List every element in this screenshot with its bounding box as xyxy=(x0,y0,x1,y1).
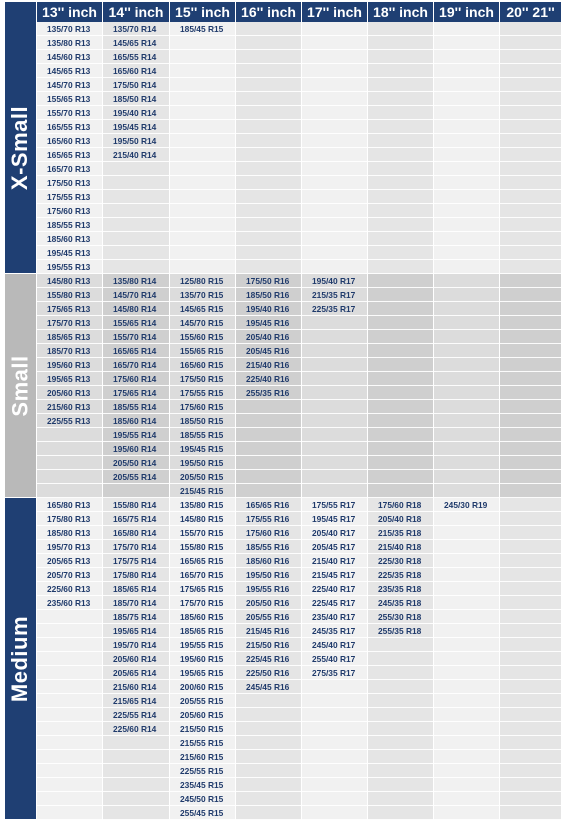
tire-size-cell: 135/80 R13 xyxy=(47,38,91,48)
tire-size-cell: 175/60 R14 xyxy=(113,374,157,384)
row-separator xyxy=(37,777,562,778)
tire-size-cell: 175/80 R14 xyxy=(113,570,157,580)
tire-size-cell: 195/40 R17 xyxy=(312,276,356,286)
tire-size-cell: 185/60 R13 xyxy=(47,234,91,244)
tire-size-cell: 175/65 R15 xyxy=(180,584,224,594)
tire-size-cell: 225/55 R13 xyxy=(47,416,91,426)
row-separator xyxy=(37,189,562,190)
tire-size-cell: 205/55 R14 xyxy=(113,472,157,482)
section-label-bar xyxy=(5,498,36,819)
tire-size-cell: 195/65 R13 xyxy=(47,374,91,384)
tire-size-cell: 195/45 R16 xyxy=(246,318,290,328)
tire-size-cell: 175/55 R15 xyxy=(180,388,224,398)
tire-size-cell: 205/70 R13 xyxy=(47,570,91,580)
row-separator xyxy=(37,819,562,820)
tire-size-cell: 195/50 R16 xyxy=(246,570,290,580)
tire-size-cell: 165/70 R13 xyxy=(47,164,91,174)
tire-size-cell: 175/50 R14 xyxy=(113,80,157,90)
tire-size-cell: 215/35 R18 xyxy=(378,528,422,538)
column-header-row xyxy=(0,0,562,22)
tire-size-cell: 215/40 R18 xyxy=(378,542,422,552)
tire-size-cell: 205/45 R16 xyxy=(246,346,290,356)
tire-size-cell: 195/50 R14 xyxy=(113,136,157,146)
tire-size-cell: 195/55 R14 xyxy=(113,430,157,440)
row-separator xyxy=(37,805,562,806)
tire-size-cell: 145/65 R13 xyxy=(47,66,91,76)
tire-size-cell: 255/45 R15 xyxy=(180,808,224,818)
tire-size-cell: 155/65 R15 xyxy=(180,346,224,356)
tire-size-cell: 175/60 R13 xyxy=(47,206,91,216)
tire-size-cell: 215/40 R14 xyxy=(113,150,157,160)
column-background xyxy=(368,22,434,274)
tire-size-cell: 165/65 R14 xyxy=(113,346,157,356)
tire-size-cell: 185/45 R15 xyxy=(180,24,224,34)
tire-size-cell: 185/50 R14 xyxy=(113,94,157,104)
row-separator xyxy=(37,749,562,750)
tire-size-cell: 185/70 R14 xyxy=(113,598,157,608)
row-separator xyxy=(37,259,562,260)
tire-size-cell: 145/60 R13 xyxy=(47,52,91,62)
tire-size-cell: 185/70 R13 xyxy=(47,346,91,356)
tire-size-cell: 175/55 R17 xyxy=(312,500,356,510)
tire-size-cell: 215/55 R15 xyxy=(180,738,224,748)
tire-size-cell: 195/55 R15 xyxy=(180,640,224,650)
row-separator xyxy=(37,245,562,246)
column-background xyxy=(434,498,500,820)
tire-size-cell: 155/70 R13 xyxy=(47,108,91,118)
tire-size-cell: 195/40 R14 xyxy=(113,108,157,118)
tire-size-cell: 205/60 R13 xyxy=(47,388,91,398)
tire-size-cell: 205/40 R16 xyxy=(246,332,290,342)
tire-size-cell: 155/80 R14 xyxy=(113,500,157,510)
tire-size-cell: 205/50 R15 xyxy=(180,472,224,482)
tire-size-cell: 225/30 R18 xyxy=(378,556,422,566)
tire-size-cell: 145/70 R15 xyxy=(180,318,224,328)
tire-size-cell: 175/75 R14 xyxy=(113,556,157,566)
tire-size-cell: 175/70 R14 xyxy=(113,542,157,552)
column-header: 19'' inch xyxy=(434,2,499,22)
tire-size-cell: 185/65 R14 xyxy=(113,584,157,594)
tire-size-cell: 175/80 R13 xyxy=(47,514,91,524)
tire-size-cell: 175/50 R15 xyxy=(180,374,224,384)
tire-size-cell: 165/55 R13 xyxy=(47,122,91,132)
tire-size-cell: 145/80 R13 xyxy=(47,276,91,286)
section-body xyxy=(37,498,562,820)
tire-size-cell: 245/40 R17 xyxy=(312,640,356,650)
tire-size-cell: 195/70 R13 xyxy=(47,542,91,552)
tire-size-cell: 215/40 R16 xyxy=(246,360,290,370)
tire-size-cell: 225/35 R18 xyxy=(378,570,422,580)
tire-size-cell: 185/60 R14 xyxy=(113,416,157,426)
tire-size-cell: 165/65 R16 xyxy=(246,500,290,510)
tire-size-cell: 185/60 R16 xyxy=(246,556,290,566)
section-label: X-Small xyxy=(7,105,33,190)
tire-size-cell: 255/35 R16 xyxy=(246,388,290,398)
column-header: 14'' inch xyxy=(103,2,169,22)
tire-size-cell: 155/70 R15 xyxy=(180,528,224,538)
tire-size-cell: 165/80 R14 xyxy=(113,528,157,538)
tire-size-cell: 225/50 R16 xyxy=(246,668,290,678)
section-label-bar xyxy=(5,274,36,497)
column-background xyxy=(434,22,500,274)
tire-size-cell: 205/60 R14 xyxy=(113,654,157,664)
tire-size-cell: 175/60 R15 xyxy=(180,402,224,412)
tire-size-cell: 245/50 R15 xyxy=(180,794,224,804)
column-header: 15'' inch xyxy=(170,2,235,22)
tire-size-cell: 145/70 R14 xyxy=(113,290,157,300)
column-background xyxy=(500,274,562,498)
tire-size-cell: 215/50 R16 xyxy=(246,640,290,650)
tire-size-cell: 155/65 R13 xyxy=(47,94,91,104)
tire-size-cell: 195/45 R17 xyxy=(312,514,356,524)
row-separator xyxy=(37,231,562,232)
tire-size-cell: 215/45 R16 xyxy=(246,626,290,636)
tire-size-cell: 215/65 R14 xyxy=(113,696,157,706)
column-header: 17'' inch xyxy=(302,2,367,22)
tire-size-cell: 165/70 R14 xyxy=(113,360,157,370)
tire-size-cell: 205/40 R17 xyxy=(312,528,356,538)
tire-size-cell: 145/80 R14 xyxy=(113,304,157,314)
tire-size-cell: 175/65 R13 xyxy=(47,304,91,314)
tire-size-cell: 185/50 R15 xyxy=(180,416,224,426)
tire-size-cell: 215/45 R15 xyxy=(180,486,224,496)
tire-size-cell: 195/60 R15 xyxy=(180,654,224,664)
tire-size-cell: 185/60 R15 xyxy=(180,612,224,622)
tire-size-cell: 215/35 R17 xyxy=(312,290,356,300)
tire-size-cell: 145/65 R15 xyxy=(180,304,224,314)
column-header: 18'' inch xyxy=(368,2,433,22)
section-label-bar xyxy=(5,22,36,273)
column-background xyxy=(236,22,302,274)
tire-size-cell: 135/80 R15 xyxy=(180,500,224,510)
tire-size-cell: 135/70 R15 xyxy=(180,290,224,300)
tire-size-cell: 185/50 R16 xyxy=(246,290,290,300)
tire-size-cell: 165/80 R13 xyxy=(47,500,91,510)
tire-size-cell: 145/65 R14 xyxy=(113,38,157,48)
section-label: Medium xyxy=(7,615,33,702)
tire-size-cell: 205/45 R17 xyxy=(312,542,356,552)
tire-size-cell: 135/70 R14 xyxy=(113,24,157,34)
column-background xyxy=(434,274,500,498)
tire-size-cell: 155/65 R14 xyxy=(113,318,157,328)
tire-size-cell: 215/60 R15 xyxy=(180,752,224,762)
tire-size-cell: 175/55 R16 xyxy=(246,514,290,524)
row-separator xyxy=(37,175,562,176)
tire-size-cell: 155/80 R15 xyxy=(180,542,224,552)
tire-size-cell: 165/60 R15 xyxy=(180,360,224,370)
tire-size-cell: 195/65 R15 xyxy=(180,668,224,678)
tire-size-cell: 195/60 R14 xyxy=(113,444,157,454)
section-label: Small xyxy=(7,354,33,417)
row-separator xyxy=(37,217,562,218)
tire-size-cell: 205/40 R18 xyxy=(378,514,422,524)
tire-size-cell: 205/65 R14 xyxy=(113,668,157,678)
tire-size-cell: 225/35 R17 xyxy=(312,304,356,314)
tire-size-cell: 235/40 R17 xyxy=(312,612,356,622)
tire-size-cell: 145/70 R13 xyxy=(47,80,91,90)
tire-size-cell: 235/60 R13 xyxy=(47,598,91,608)
tire-size-cell: 175/70 R15 xyxy=(180,598,224,608)
tire-size-cell: 155/60 R15 xyxy=(180,332,224,342)
tire-size-cell: 205/55 R16 xyxy=(246,612,290,622)
tire-size-cell: 165/55 R14 xyxy=(113,52,157,62)
tire-size-cell: 165/70 R15 xyxy=(180,570,224,580)
tire-size-cell: 185/65 R15 xyxy=(180,626,224,636)
column-background xyxy=(500,498,562,820)
tire-size-cell: 245/35 R17 xyxy=(312,626,356,636)
tire-size-cell: 195/55 R13 xyxy=(47,262,91,272)
tire-size-cell: 255/30 R18 xyxy=(378,612,422,622)
tire-size-cell: 175/50 R16 xyxy=(246,276,290,286)
row-separator xyxy=(37,203,562,204)
tire-size-cell: 215/45 R17 xyxy=(312,570,356,580)
tire-size-cell: 255/40 R17 xyxy=(312,654,356,664)
tire-size-cell: 175/60 R18 xyxy=(378,500,422,510)
tire-size-cell: 195/45 R14 xyxy=(113,122,157,132)
tire-size-cell: 225/40 R16 xyxy=(246,374,290,384)
tire-size-cell: 135/80 R14 xyxy=(113,276,157,286)
tire-size-cell: 205/55 R15 xyxy=(180,696,224,706)
tire-size-cell: 195/50 R15 xyxy=(180,458,224,468)
tire-size-cell: 185/65 R13 xyxy=(47,332,91,342)
tire-size-cell: 185/75 R14 xyxy=(113,612,157,622)
tire-size-cell: 215/60 R13 xyxy=(47,402,91,412)
row-separator xyxy=(37,763,562,764)
tire-size-cell: 235/45 R15 xyxy=(180,780,224,790)
tire-size-cell: 175/70 R13 xyxy=(47,318,91,328)
column-background xyxy=(500,22,562,274)
tire-size-cell: 195/40 R16 xyxy=(246,304,290,314)
section-body xyxy=(37,274,562,498)
tire-size-cell: 185/55 R13 xyxy=(47,220,91,230)
column-background xyxy=(170,22,236,274)
tire-size-cell: 255/35 R18 xyxy=(378,626,422,636)
column-header: 20'' 21'' xyxy=(500,2,561,22)
tire-size-cell: 215/40 R17 xyxy=(312,556,356,566)
tire-size-cell: 175/50 R13 xyxy=(47,178,91,188)
tire-size-cell: 185/55 R14 xyxy=(113,402,157,412)
tire-size-cell: 145/80 R15 xyxy=(180,514,224,524)
tire-size-cell: 185/80 R13 xyxy=(47,528,91,538)
tire-size-cell: 165/60 R13 xyxy=(47,136,91,146)
column-header: 16'' inch xyxy=(236,2,301,22)
tire-size-cell: 135/70 R13 xyxy=(47,24,91,34)
tire-size-cell: 195/65 R14 xyxy=(113,626,157,636)
tire-size-cell: 155/70 R14 xyxy=(113,332,157,342)
column-background xyxy=(368,274,434,498)
tire-size-cell: 175/55 R13 xyxy=(47,192,91,202)
tire-size-cell: 195/60 R13 xyxy=(47,360,91,370)
tire-size-cell: 125/80 R15 xyxy=(180,276,224,286)
tire-size-cell: 195/55 R16 xyxy=(246,584,290,594)
tire-size-cell: 205/50 R14 xyxy=(113,458,157,468)
tire-size-cell: 175/60 R16 xyxy=(246,528,290,538)
tire-size-cell: 195/45 R13 xyxy=(47,248,91,258)
tire-size-cell: 245/35 R18 xyxy=(378,598,422,608)
tire-size-cell: 155/80 R13 xyxy=(47,290,91,300)
tire-size-cell: 185/55 R16 xyxy=(246,542,290,552)
tire-size-cell: 225/55 R15 xyxy=(180,766,224,776)
tire-size-cell: 225/60 R14 xyxy=(113,724,157,734)
tire-size-cell: 225/55 R14 xyxy=(113,710,157,720)
tire-size-cell: 225/45 R17 xyxy=(312,598,356,608)
row-separator xyxy=(37,791,562,792)
section-body xyxy=(37,22,562,274)
tire-size-cell: 165/60 R14 xyxy=(113,66,157,76)
tire-size-cell: 200/60 R15 xyxy=(180,682,224,692)
tire-size-cell: 225/40 R17 xyxy=(312,584,356,594)
tire-size-cell: 215/60 R14 xyxy=(113,682,157,692)
column-header: 13'' inch xyxy=(37,2,102,22)
tire-size-cell: 235/35 R18 xyxy=(378,584,422,594)
tire-size-cell: 225/60 R13 xyxy=(47,584,91,594)
tire-size-cell: 205/60 R15 xyxy=(180,710,224,720)
tire-size-cell: 165/75 R14 xyxy=(113,514,157,524)
tire-size-cell: 195/45 R15 xyxy=(180,444,224,454)
column-background xyxy=(302,22,368,274)
tire-size-cell: 165/65 R15 xyxy=(180,556,224,566)
tire-size-cell: 275/35 R17 xyxy=(312,668,356,678)
tire-size-cell: 225/45 R16 xyxy=(246,654,290,664)
tire-size-cell: 185/55 R15 xyxy=(180,430,224,440)
tire-size-cell: 165/65 R13 xyxy=(47,150,91,160)
tire-size-cell: 195/70 R14 xyxy=(113,640,157,650)
tire-size-cell: 245/30 R19 xyxy=(444,500,488,510)
tire-size-cell: 205/50 R16 xyxy=(246,598,290,608)
tire-size-cell: 245/45 R16 xyxy=(246,682,290,692)
tire-size-cell: 205/65 R13 xyxy=(47,556,91,566)
header-corner xyxy=(5,2,36,22)
tire-size-cell: 175/65 R14 xyxy=(113,388,157,398)
tire-size-cell: 215/50 R15 xyxy=(180,724,224,734)
